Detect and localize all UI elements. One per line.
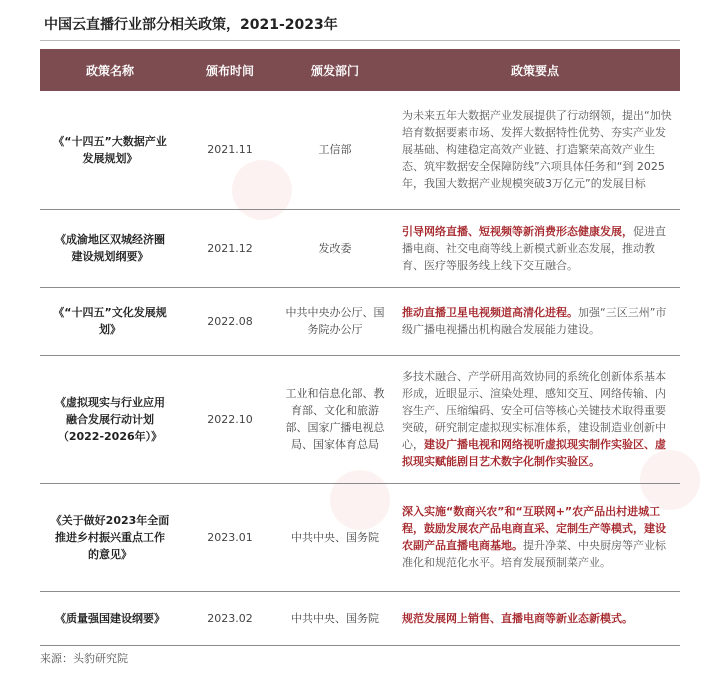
policy-name: 《质量强国建设纲要》 — [40, 591, 180, 645]
table-row — [40, 355, 680, 483]
header-issue-date: 颁布时间 — [180, 49, 280, 91]
department: 中共中央、国务院 — [280, 483, 390, 591]
point-text: 为未来五年大数据产业发展提供了行动纲领，提出“加快培育数据要素市场、发挥大数据特性优势、夯实产业发展基础、构建稳定高效产业链、打造繁荣高效产业生态、筑牢数据安全保障防线”六项具体任务和“到 2025 年，我国大数据产业规模突破3万亿元”的发展目标 — [402, 109, 672, 191]
issue-date: 2023.01 — [180, 483, 280, 591]
department: 发改委 — [280, 209, 390, 287]
table-header-row — [40, 49, 680, 91]
highlighted-text: 推动直播卫星电视频道高清化进程。 — [402, 306, 578, 319]
header-department: 颁发部门 — [280, 49, 390, 91]
issue-date: 2023.02 — [180, 591, 280, 645]
key-points — [390, 483, 680, 591]
department: 工信部 — [280, 91, 390, 209]
key-points — [390, 591, 680, 645]
table-row — [40, 91, 680, 209]
highlighted-text: 引导网络直播、短视频等新消费形态健康发展， — [402, 224, 633, 238]
department: 工业和信息化部、教育部、文化和旅游部、国家广播电视总局、国家体育总局 — [280, 355, 390, 483]
point-text: 促进直播电商、社交电商等线上新模式新业态发展，推动教育、医疗等服务线上线下交互融合。 — [402, 224, 666, 272]
department: 中共中央办公厅、国务院办公厅 — [280, 287, 390, 355]
table-row — [40, 287, 680, 355]
table-row — [40, 209, 680, 287]
key-points — [390, 355, 680, 483]
highlighted-text: 深入实施“数商兴农”和“互联网+”农产品出村进城工程，鼓励发展农产品电商直采、定制生产等模式，建设农副产品直播电商基地。 — [402, 505, 666, 552]
policy-table — [40, 49, 680, 646]
policy-name: 《关于做好2023年全面推进乡村振兴重点工作的意见》 — [40, 483, 180, 591]
issue-date: 2022.08 — [180, 287, 280, 355]
header-key-points: 政策要点 — [390, 49, 680, 91]
policy-name: 《虚拟现实与行业应用融合发展行动计划（2022-2026年）》 — [40, 355, 180, 483]
issue-date: 2021.12 — [180, 209, 280, 287]
source-note: 来源：头豹研究院 — [40, 652, 128, 665]
policy-name: 《“十四五”大数据产业发展规划》 — [40, 91, 180, 209]
page-title: 中国云直播行业部分相关政策，2021-2023年 — [44, 17, 338, 33]
point-text: 多技术融合、产学研用高效协同的系统化创新体系基本形成，近眼显示、渲染处理、感知交互、网络传输、内容生产、压缩编码、安全可信等核心关键技术取得重要突破，研究制定虚拟现实标准体系，建设制造业创新中心， — [402, 370, 666, 451]
issue-date: 2021.11 — [180, 91, 280, 209]
header-policy-name: 政策名称 — [40, 49, 180, 91]
point-text: 提升净菜、中央厨房等产业标准化和规范化水平。培育发展预制菜产业。 — [402, 539, 666, 569]
highlighted-text: 规范发展网上销售、直播电商等新业态新模式。 — [402, 611, 633, 625]
table-row — [40, 483, 680, 591]
policy-name: 《成渝地区双城经济圈建设规划纲要》 — [40, 209, 180, 287]
policy-name: 《“十四五”文化发展规划》 — [40, 287, 180, 355]
key-points — [390, 287, 680, 355]
key-points — [390, 91, 680, 209]
department: 中共中央、国务院 — [280, 591, 390, 645]
key-points — [390, 209, 680, 287]
issue-date: 2022.10 — [180, 355, 280, 483]
point-text: 加强“三区三州”市级广播电视播出机构融合发展能力建设。 — [402, 306, 667, 336]
highlighted-text: 建设广播电视和网络视听虚拟现实制作实验区、虚拟现实赋能剧目艺术数字化制作实验区。 — [402, 438, 666, 468]
title-divider — [40, 40, 680, 41]
table-row — [40, 591, 680, 645]
